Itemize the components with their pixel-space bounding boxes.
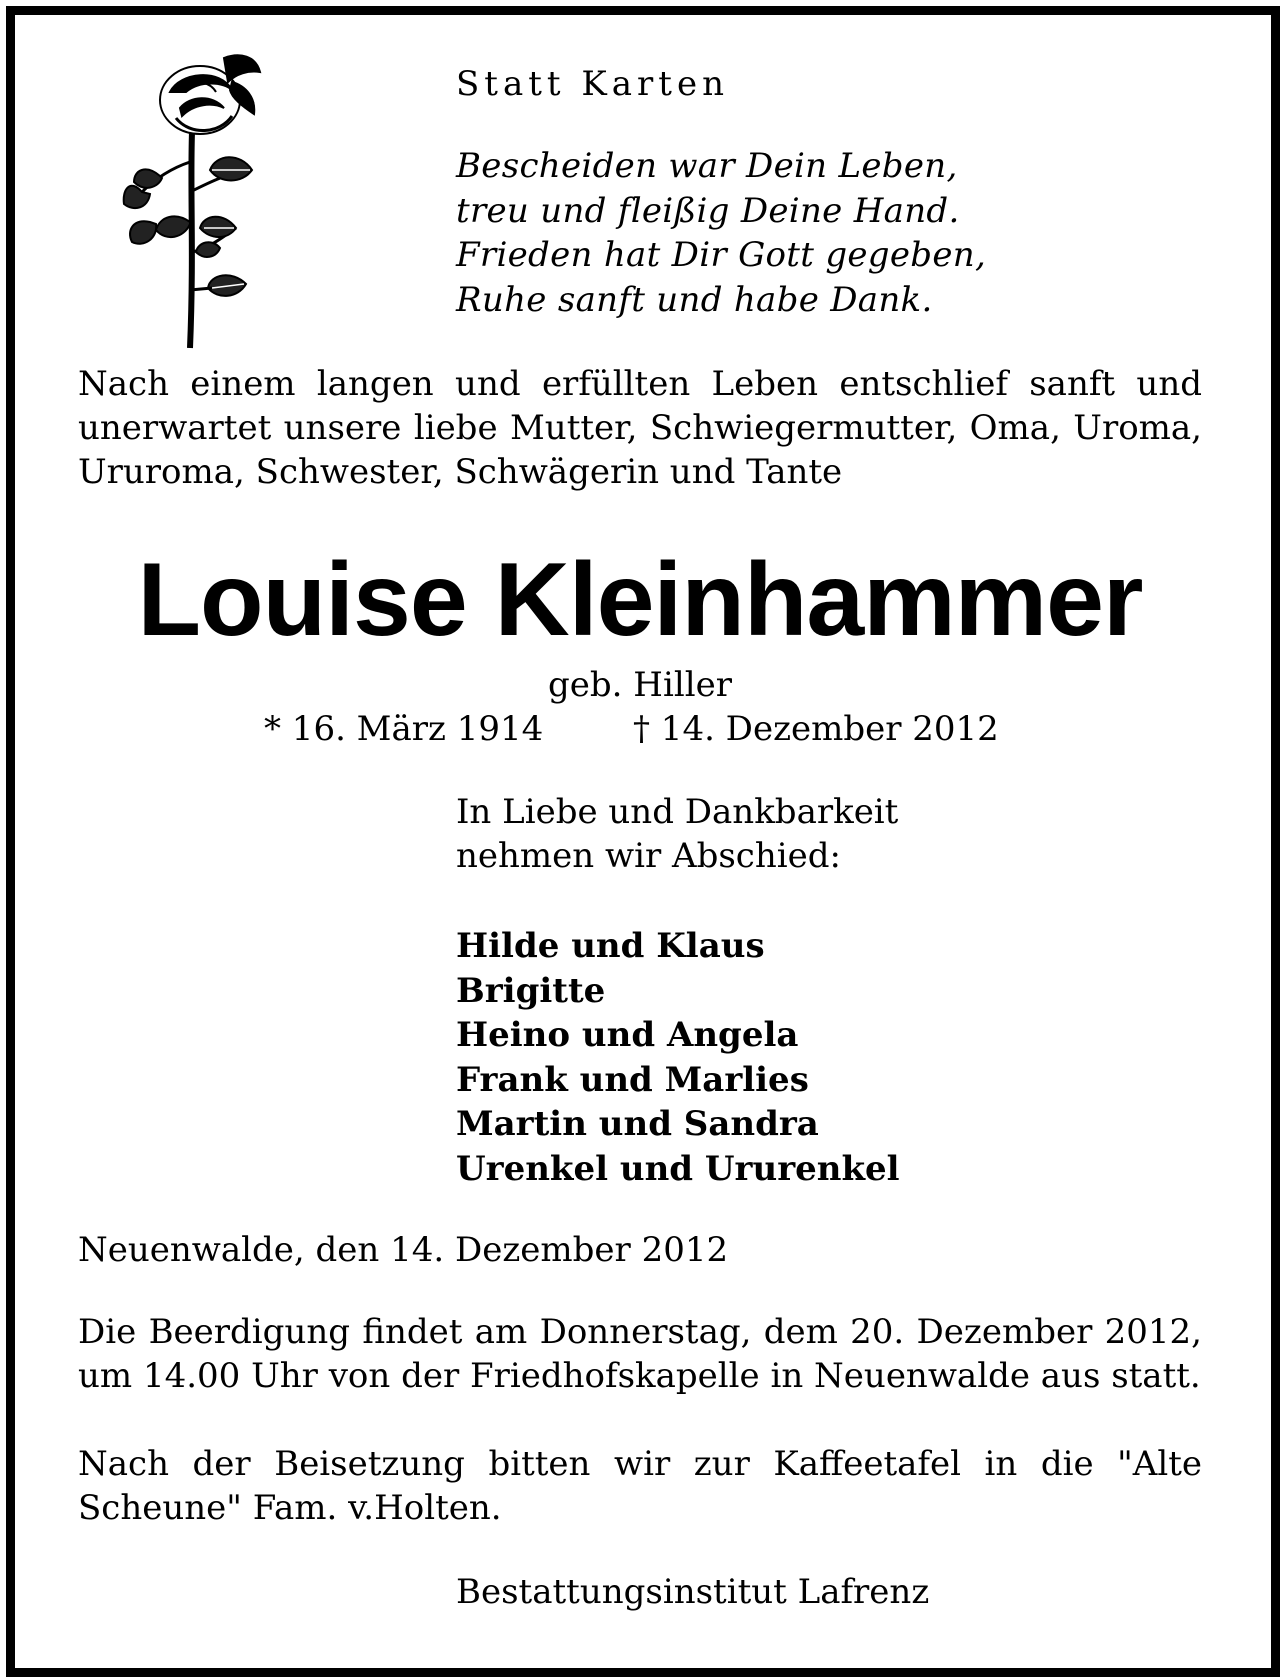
statt-karten-heading: Statt Karten [456,64,729,104]
deceased-name: Louise Kleinhammer [137,542,1143,658]
death-date: † 14. Dezember 2012 [633,709,999,749]
mourner-entry: Hilde und Klaus [456,926,765,966]
birth-date: * 16. März 1914 [264,709,544,749]
funeral-notice: Die Beerdigung findet am Donnerstag, dem 20. Dezember 2012, um 14.00 Uhr von der Friedhofskapelle in Neuenwalde aus statt. [78,1312,1202,1396]
farewell-text [456,790,898,878]
maiden-name: geb. Hiller [548,665,732,705]
farewell-line: nehmen wir Abschied: [456,836,841,876]
undertaker-name: Bestattungsinstitut Lafrenz [456,1572,930,1612]
mourner-entry: Martin und Sandra [456,1104,819,1144]
rose-icon [120,52,272,352]
mourner-entry: Brigitte [456,970,606,1011]
mourner-entry: Frank und Marlies [456,1059,809,1100]
farewell-line: In Liebe und Dankbarkeit [456,792,899,832]
poem-line: Ruhe sanft und habe Dank. [456,279,933,320]
mourners-list [456,924,900,1191]
poem-line: Frieden hat Dir Gott gegeben, [456,235,987,275]
mourner-entry: Urenkel und Ururenkel [456,1148,900,1189]
poem-line: Bescheiden war Dein Leben, [456,146,958,186]
mourner-entry: Heino und Angela [456,1015,799,1055]
poem-line: treu und fleißig Deine Hand. [456,190,960,231]
memorial-poem [456,144,986,322]
reception-notice: Nach der Beisetzung bitten wir zur Kaffeetafel in die "Alte Scheune" Fam. v.Holten. [78,1444,1202,1528]
place-and-date: Neuenwalde, den 14. Dezember 2012 [78,1230,729,1270]
intro-text: Nach einem langen und erfüllten Leben entschlief sanft und unerwartet unsere liebe Mutter, Schwiegermutter, Oma, Uroma, Ururoma, Schwester, Schwägerin und Tante [78,364,1202,492]
